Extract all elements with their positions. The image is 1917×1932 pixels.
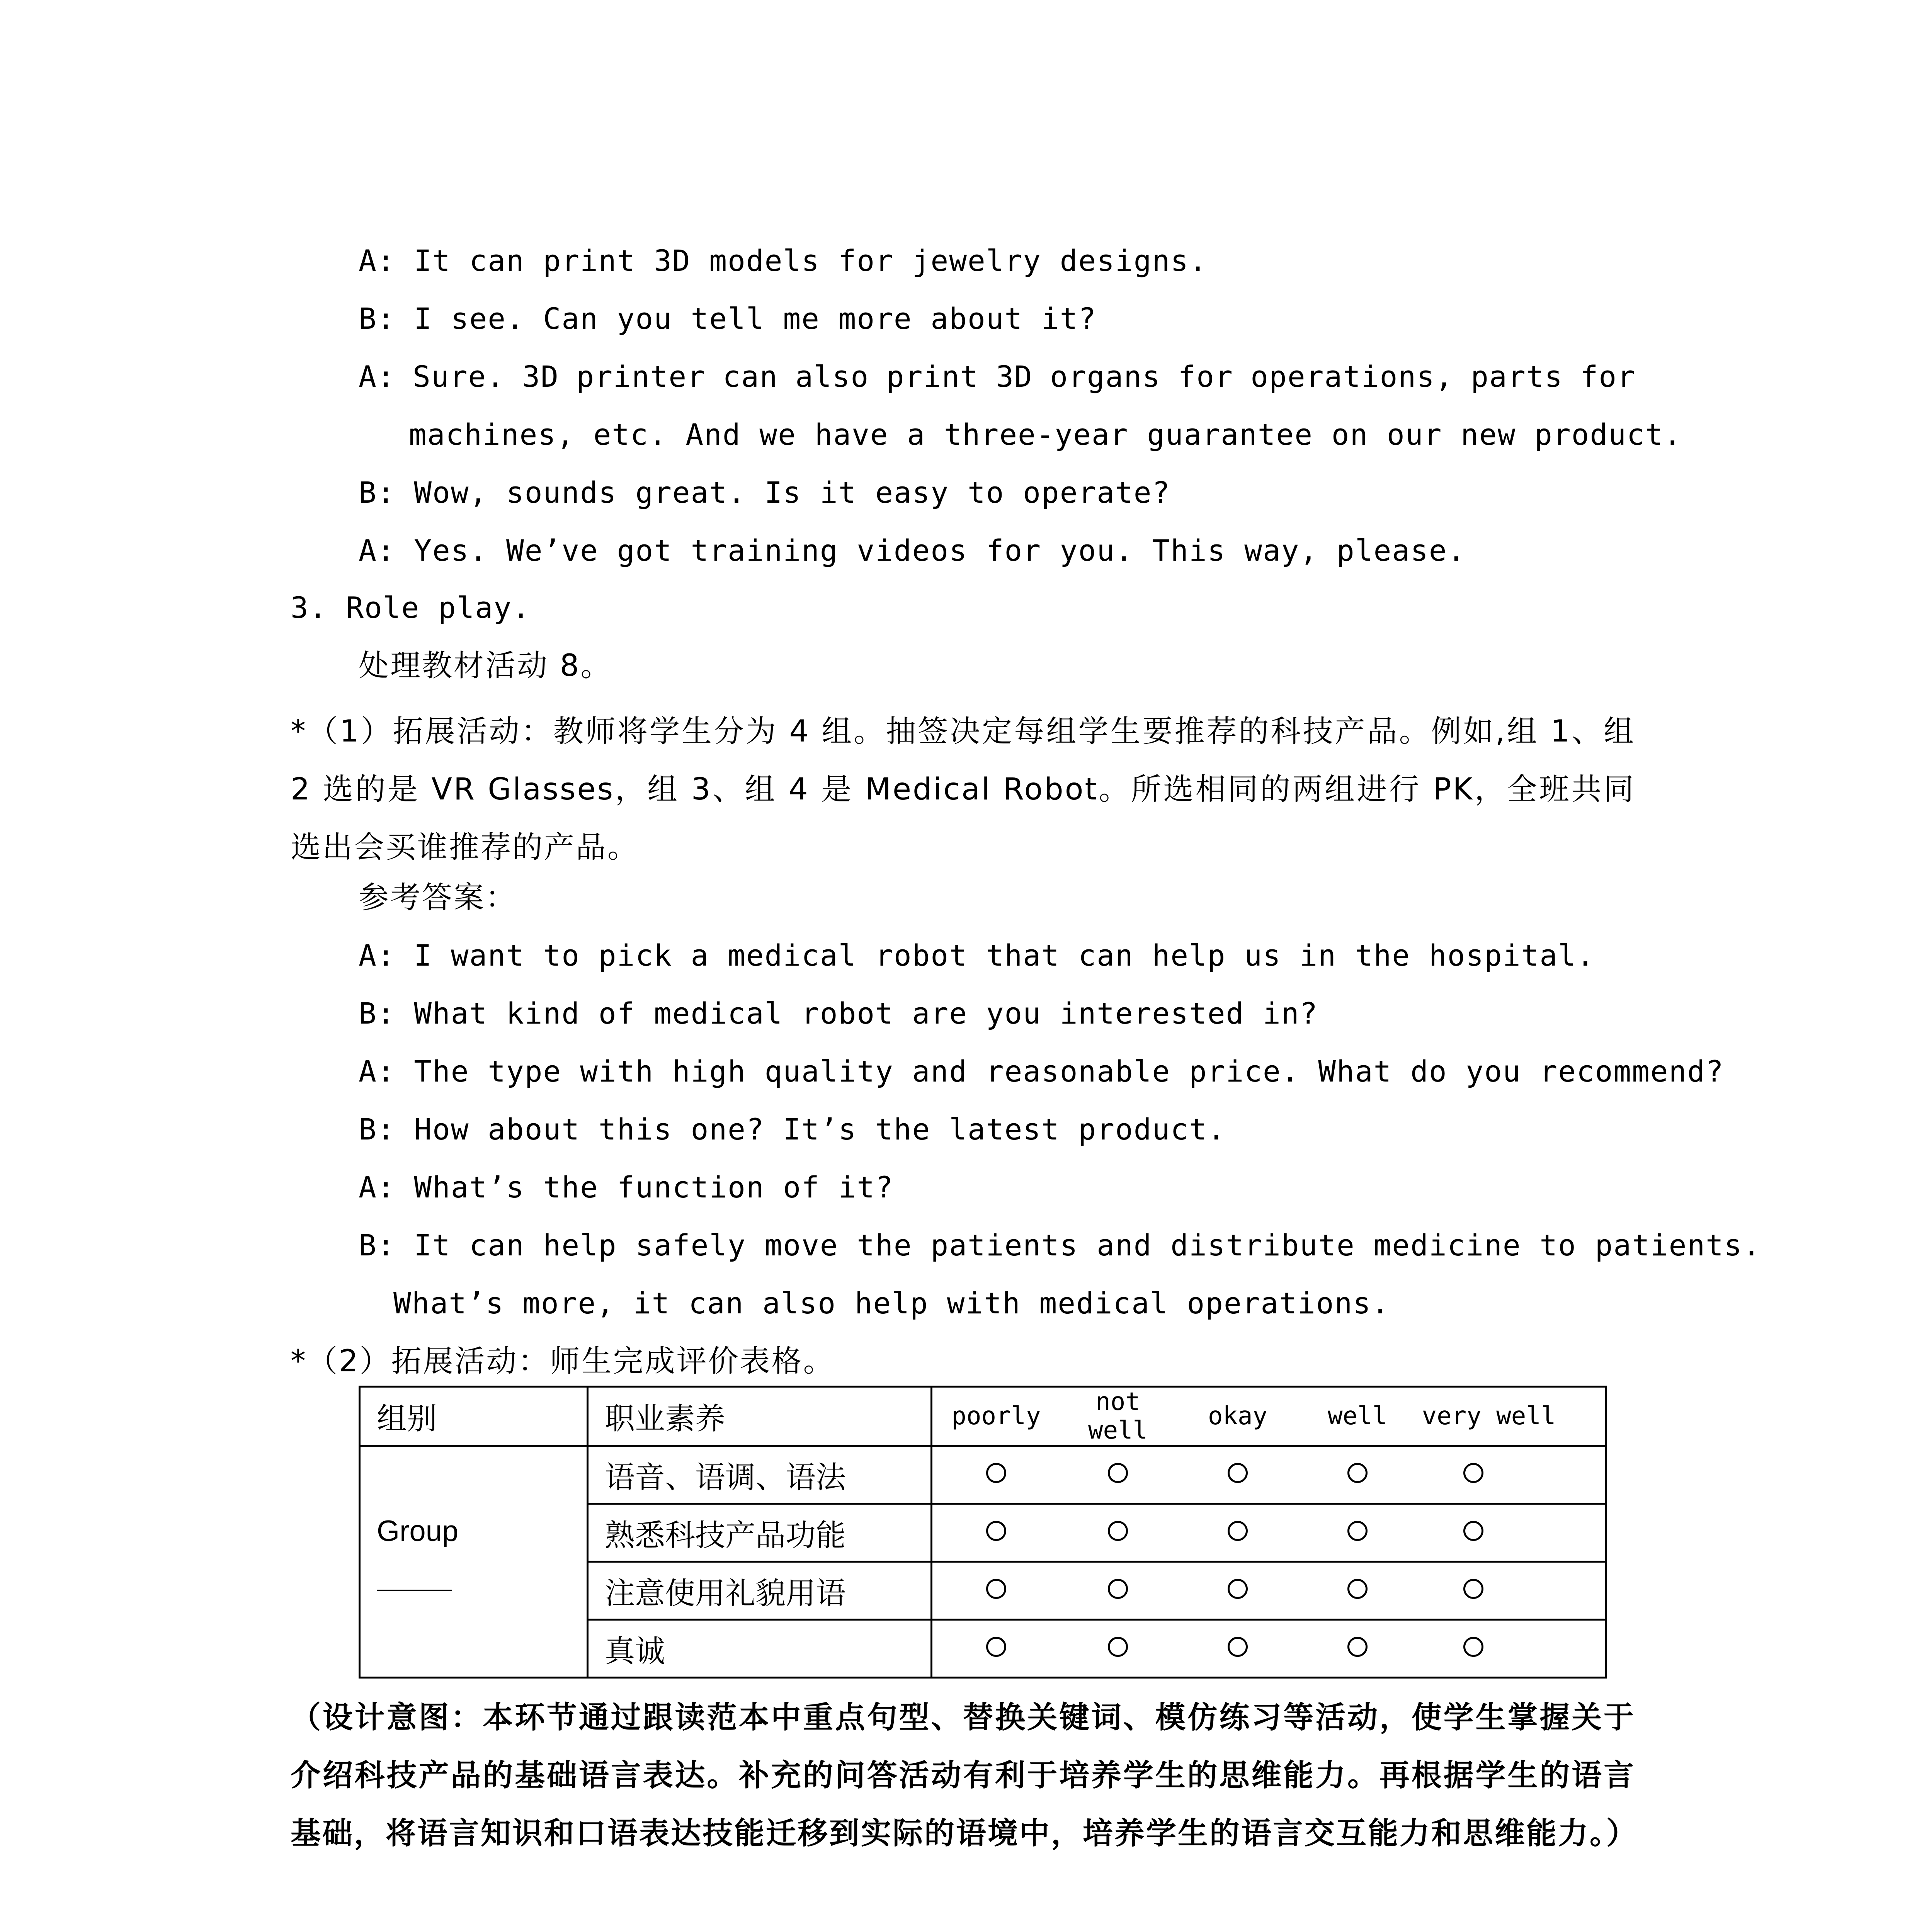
table-header-row	[360, 1387, 1606, 1446]
dialogue-line: A: The type with high quality and reasonable price. What do you recommend?	[359, 1054, 1724, 1088]
word: organs	[1050, 359, 1161, 394]
word: can	[723, 359, 778, 394]
group-cell	[360, 1446, 588, 1678]
radio-circle[interactable]	[1463, 1637, 1483, 1657]
word: print	[886, 359, 979, 394]
radio-circle[interactable]	[1228, 1579, 1248, 1599]
word: also	[795, 359, 869, 394]
radio-circle[interactable]	[1228, 1637, 1248, 1657]
radio-circle[interactable]	[1347, 1463, 1368, 1483]
dialogue-line: machines, etc. And we have a three-year guarantee on our new product.	[409, 417, 1682, 452]
radio-circle[interactable]	[1228, 1463, 1248, 1483]
radio-circle[interactable]	[986, 1463, 1006, 1483]
word: 3D	[522, 359, 559, 394]
radio-circle[interactable]	[1347, 1637, 1368, 1657]
group-label: Group	[377, 1515, 459, 1548]
word: for	[1580, 359, 1636, 394]
radio-circle[interactable]	[986, 1579, 1006, 1599]
radio-circle[interactable]	[1108, 1463, 1128, 1483]
rating-options	[932, 1620, 1606, 1678]
table-row	[360, 1446, 1606, 1504]
extension-activity-1: *（1）拓展活动：教师将学生分为 4 组。抽签决定每组学生要推荐的科技产品。例如,组 1、组 2 选的是 VR Glasses，组 3、组 4 是 Medical Robot。所选相同的两组进行 PK，全班共同选出会买谁推荐的产品。	[291, 714, 1635, 865]
criterion-label: 真诚	[588, 1620, 932, 1678]
rating-label: not well	[1088, 1388, 1148, 1445]
dialogue-line: B: Wow, sounds great. Is it easy to operate?	[359, 475, 1171, 510]
criterion-label: 熟悉科技产品功能	[588, 1504, 932, 1562]
dialogue-line: A: It can print 3D models for jewelry designs.	[359, 243, 1208, 278]
rating-label: poorly	[951, 1402, 1041, 1430]
word: parts	[1471, 359, 1563, 394]
radio-circle[interactable]	[1108, 1521, 1128, 1541]
criterion-label: 语音、语调、语法	[588, 1446, 932, 1504]
design-intent: （设计意图：本环节通过跟读范本中重点句型、替换关键词、模仿练习等活动，使学生掌握关于介绍科技产品的基础语言表达。补充的问答活动有利于培养学生的思维能力。再根据学生的语言基础，将语言知识和口语表达技能迁移到实际的语境中，培养学生的语言交互能力和思维能力。）	[291, 1700, 1638, 1851]
rating-label: well	[1327, 1402, 1388, 1430]
dialogue-line: B: I see. Can you tell me more about it?	[359, 301, 1097, 336]
reference-answer-label: 参考答案：	[359, 880, 517, 915]
extension-activity-2: *（2）拓展活动：师生完成评价表格。	[291, 1344, 835, 1379]
dialogue-line: What’s more, it can also help with medical operations.	[393, 1286, 1390, 1320]
radio-circle[interactable]	[1347, 1521, 1368, 1541]
radio-circle[interactable]	[1228, 1521, 1248, 1541]
word: operations,	[1250, 359, 1454, 394]
dialogue-line: A: I want to pick a medical robot that can help us in the hospital.	[359, 938, 1595, 973]
dialogue-line: B: It can help safely move the patients and distribute medicine to patients.	[359, 1228, 1761, 1262]
rating-label: okay	[1208, 1402, 1268, 1430]
radio-circle[interactable]	[1108, 1579, 1128, 1599]
task-line: 处理教材活动 8。	[359, 648, 612, 683]
word: for	[1178, 359, 1233, 394]
radio-circle[interactable]	[1463, 1521, 1483, 1541]
rating-options	[932, 1446, 1606, 1504]
word: Sure.	[413, 359, 505, 394]
header-group: 组别	[360, 1387, 588, 1446]
dialogue-line-justified	[359, 355, 1636, 398]
rating-options	[932, 1562, 1606, 1620]
section-heading: 3. Role play.	[291, 590, 531, 625]
header-ratings	[932, 1387, 1606, 1446]
group-blank-line[interactable]	[377, 1590, 452, 1591]
dialogue-line: B: How about this one? It’s the latest product.	[359, 1112, 1226, 1146]
dialogue-line: A: Yes. We’ve got training videos for you. This way, please.	[359, 533, 1466, 568]
dialogue-line: A: What’s the function of it?	[359, 1170, 894, 1204]
rating-options	[932, 1504, 1606, 1562]
criterion-label: 注意使用礼貌用语	[588, 1562, 932, 1620]
radio-circle[interactable]	[1463, 1463, 1483, 1483]
radio-circle[interactable]	[1108, 1637, 1128, 1657]
rating-label: very well	[1422, 1402, 1556, 1430]
header-quality: 职业素养	[588, 1387, 932, 1446]
radio-circle[interactable]	[986, 1637, 1006, 1657]
dialogue-line: B: What kind of medical robot are you interested in?	[359, 996, 1318, 1031]
radio-circle[interactable]	[1463, 1579, 1483, 1599]
radio-circle[interactable]	[986, 1521, 1006, 1541]
evaluation-table	[359, 1386, 1607, 1679]
word: A:	[359, 359, 396, 394]
word: printer	[576, 359, 706, 394]
radio-circle[interactable]	[1347, 1579, 1368, 1599]
word: 3D	[996, 359, 1033, 394]
